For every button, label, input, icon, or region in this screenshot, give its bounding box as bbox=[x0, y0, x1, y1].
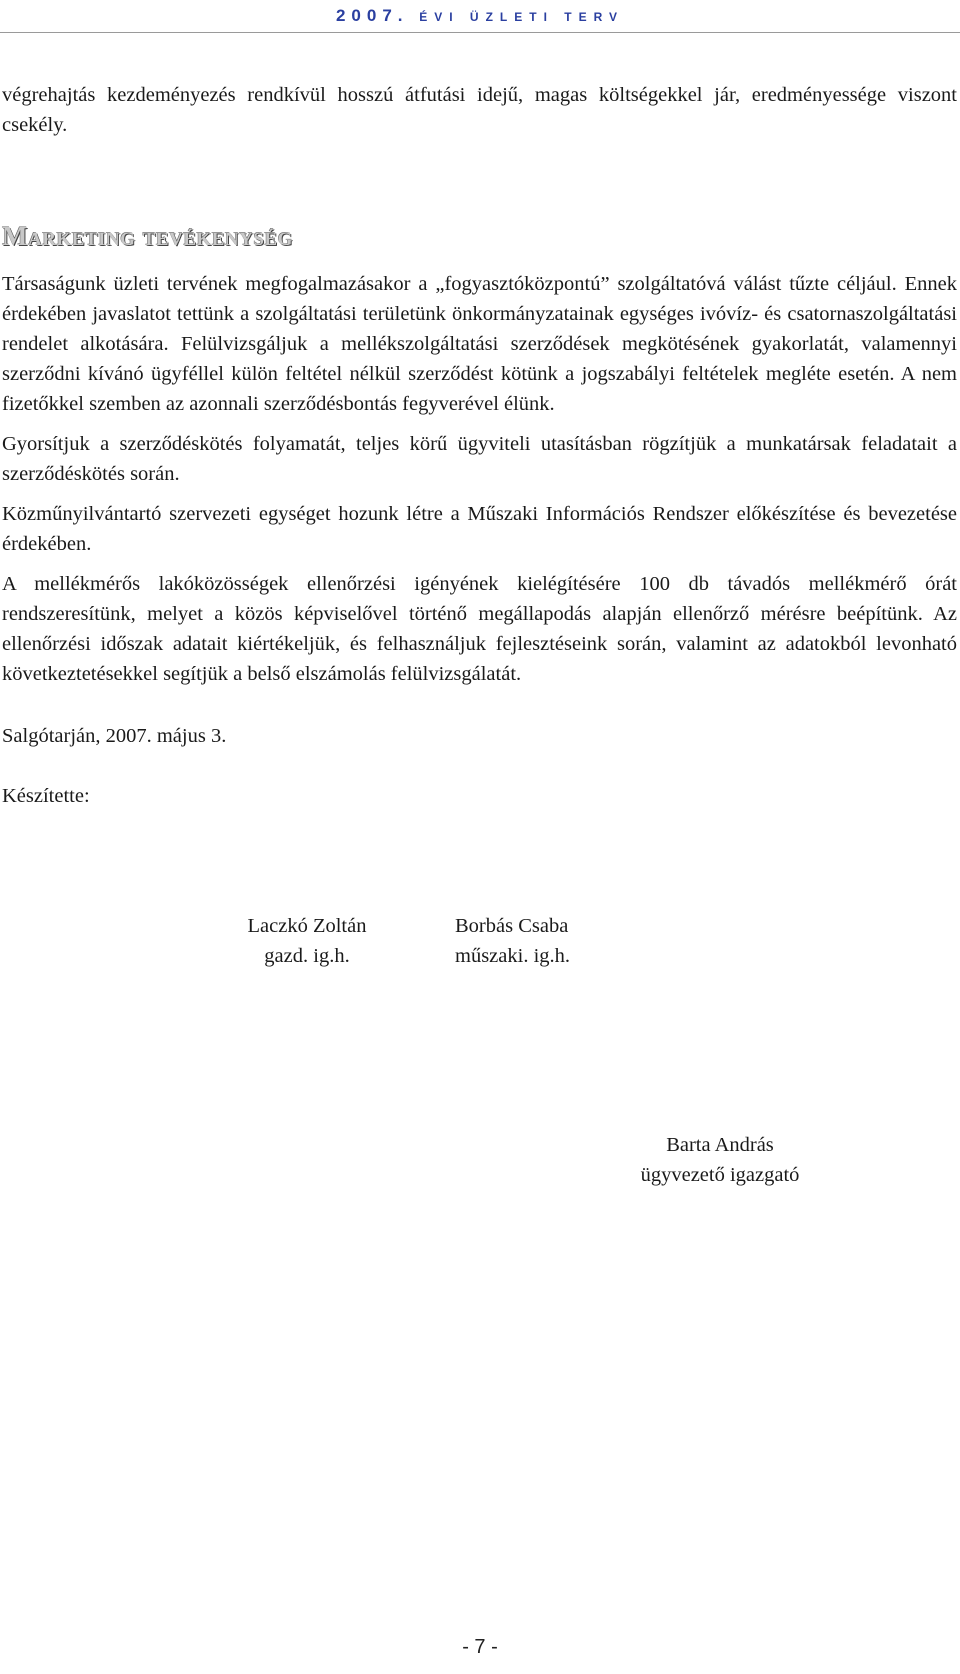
paragraph-consumer-focus: Társaságunk üzleti tervének megfogalmazásakor a „fogyasztóközpontú” szolgáltatóvá válást tűzte céljául. Ennek érdekében javaslatot tettünk a szolgáltatási területünk önkormányzatainak egységes ivóvíz- és csatornaszolgáltatási rendelet alkotására. Felülvizsgáljuk a mellékszolgáltatási szerződések megkötésének gyakorlatát, valamennyi szerződni kívánó ügyféllel külön feltétel nélkül szerződést kötünk a jogszabályi feltételek megléte esetén. A nem fizetőkkel szemben az azonnali szerződésbontás fegyverével élünk. bbox=[2, 273, 957, 415]
section-title-text: Marketing tevékenység bbox=[2, 221, 293, 251]
header-title: ÉVI ÜZLETI TERV bbox=[419, 10, 625, 24]
signer-economic-deputy bbox=[222, 911, 392, 971]
header-divider bbox=[0, 32, 960, 33]
director-signature bbox=[610, 1130, 830, 1190]
section-title bbox=[2, 220, 957, 253]
signer-role: gazd. ig.h. bbox=[264, 945, 350, 967]
signer-name: Borbás Csaba bbox=[455, 915, 569, 937]
intro-paragraph: végrehajtás kezdeményezés rendkívül hosszú átfutási idejű, magas költségekkel jár, eredményessége viszont csekély. bbox=[2, 84, 957, 136]
signer-name: Laczkó Zoltán bbox=[247, 915, 367, 937]
signature-block bbox=[0, 911, 960, 981]
header-year: 2007. bbox=[335, 6, 409, 25]
place-and-date: Salgótarján, 2007. május 3. bbox=[2, 725, 227, 747]
prepared-by-label: Készítette: bbox=[2, 785, 90, 807]
paragraph-contracting: Gyorsítjuk a szerződéskötés folyamatát, teljes körű ügyviteli utasításban rögzítjük a munkatársak feladatait a szerződéskötés során. bbox=[2, 433, 957, 485]
paragraph-utility-registry: Közműnyilvántartó szervezeti egységet hozunk létre a Műszaki Információs Rendszer előkészítése és bevezetése érdekében. bbox=[2, 503, 957, 555]
page-number: - 7 - bbox=[462, 1636, 498, 1658]
signer-role: műszaki. ig.h. bbox=[455, 945, 571, 967]
director-role: ügyvezető igazgató bbox=[640, 1164, 800, 1186]
running-header bbox=[0, 6, 960, 26]
paragraph-submeters: A mellékmérős lakóközösségek ellenőrzési igényének kielégítésére 100 db távadós mellékmérő órát rendszeresítünk, melyet a közös képviselővel történő megállapodás alapján ellenőrző mérésre beépítünk. Az ellenőrzési időszak adatait kiértékeljük, és felhasználjuk fejlesztéseink során, valamint az adatokból levonható következtetésekkel segítjük a belső elszámolás felülvizsgálatát. bbox=[2, 573, 957, 685]
director-name: Barta András bbox=[666, 1134, 774, 1156]
signer-technical-deputy bbox=[455, 911, 625, 971]
document-body bbox=[2, 80, 957, 811]
